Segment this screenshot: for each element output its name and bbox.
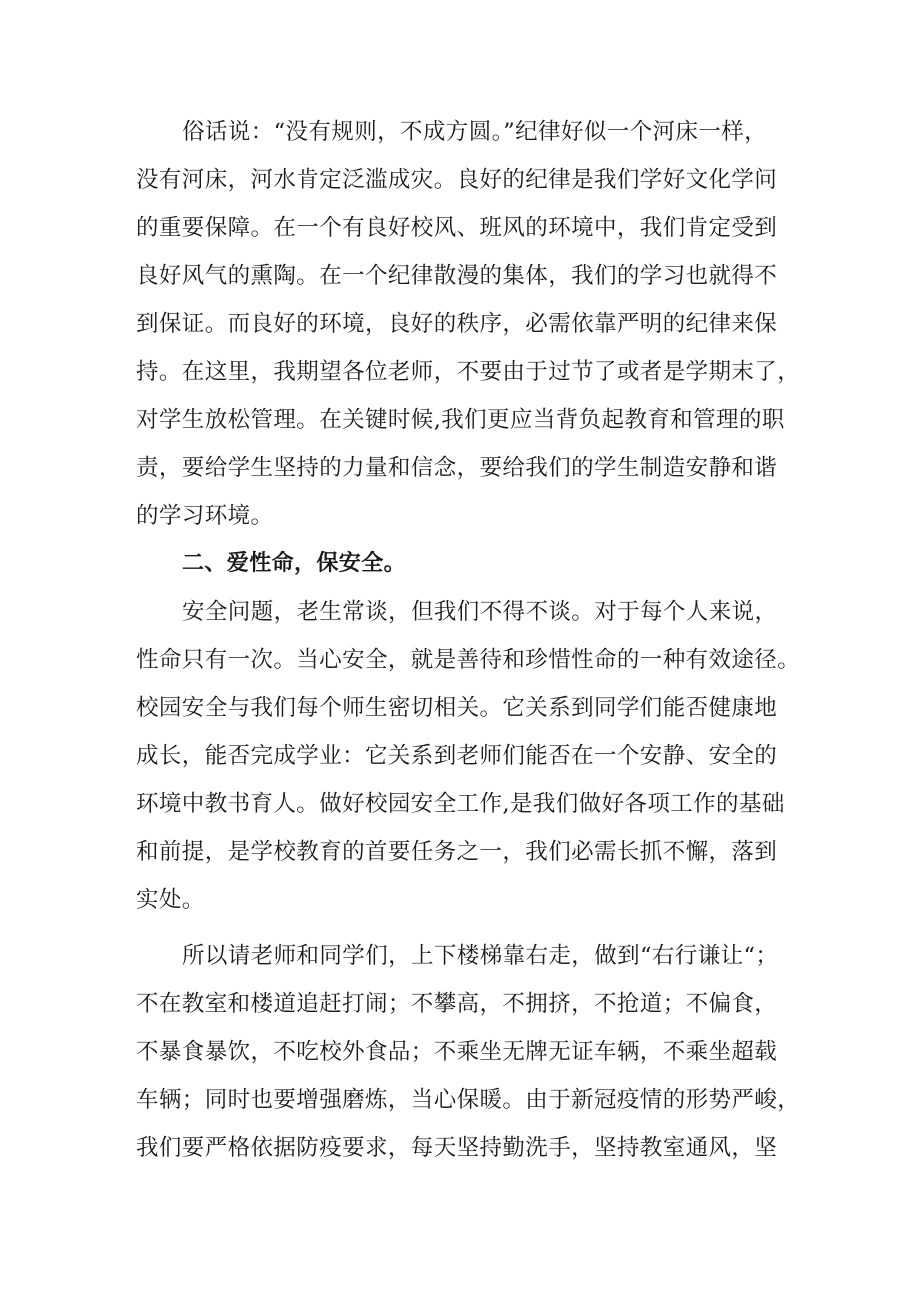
paragraph-line: 不暴食暴饮，不吃校外食品；不乘坐无牌无证车辆，不乘坐超载	[136, 1039, 778, 1065]
paragraph-line: 车辆；同时也要增强磨炼，当心保暖。由于新冠疫情的形势严峻，	[136, 1087, 801, 1113]
paragraph-line: 持。在这里，我期望各位老师，不要由于过节了或者是学期末了，	[136, 359, 801, 385]
paragraph-line: 校园安全与我们每个师生密切相关。它关系到同学们能否健康地	[136, 695, 778, 721]
paragraph-line: 性命只有一次。当心安全，就是善待和珍惜性命的一种有效途径。	[136, 647, 801, 673]
paragraph-line: 我们要严格依据防疫要求，每天坚持勤洗手，坚持教室通风，坚	[136, 1135, 778, 1161]
paragraph-line: 对学生放松管理。在关键时候,我们更应当背负起教育和管理的职	[136, 407, 785, 433]
paragraph-line: 安全问题，老生常谈，但我们不得不谈。对于每个人来说，	[182, 599, 778, 625]
paragraph-line: 良好风气的熏陶。在一个纪律散漫的集体，我们的学习也就得不	[136, 263, 778, 289]
paragraph-line: 实处。	[136, 887, 205, 913]
paragraph-line: 不在教室和楼道追赶打闹；不攀高，不拥挤，不抢道；不偏食，	[136, 991, 778, 1017]
paragraph-line: 责，要给学生坚持的力量和信念，要给我们的学生制造安静和谐	[136, 455, 778, 481]
paragraph-line: 环境中教书育人。做好校园安全工作,是我们做好各项工作的基础	[136, 791, 785, 817]
paragraph-line: 所以请老师和同学们，上下楼梯靠右走，做到“右行谦让“；	[182, 943, 779, 969]
section-heading: 二、爱性命，保安全。	[182, 551, 407, 576]
paragraph-line: 的学习环境。	[136, 503, 274, 529]
paragraph-line: 和前提，是学校教育的首要任务之一，我们必需长抓不懈，落到	[136, 839, 778, 865]
paragraph-line: 成长，能否完成学业：它关系到老师们能否在一个安静、安全的	[136, 743, 778, 769]
paragraph-line: 到保证。而良好的环境，良好的秩序，必需依靠严明的纪律来保	[136, 311, 778, 337]
paragraph-line: 的重要保障。在一个有良好校风、班风的环境中，我们肯定受到	[136, 215, 778, 241]
paragraph-line: 没有河床，河水肯定泛滥成灾。良好的纪律是我们学好文化学问	[136, 167, 778, 193]
paragraph-line: 俗话说：“没有规则，不成方圆。”纪律好似一个河床一样，	[182, 119, 768, 145]
